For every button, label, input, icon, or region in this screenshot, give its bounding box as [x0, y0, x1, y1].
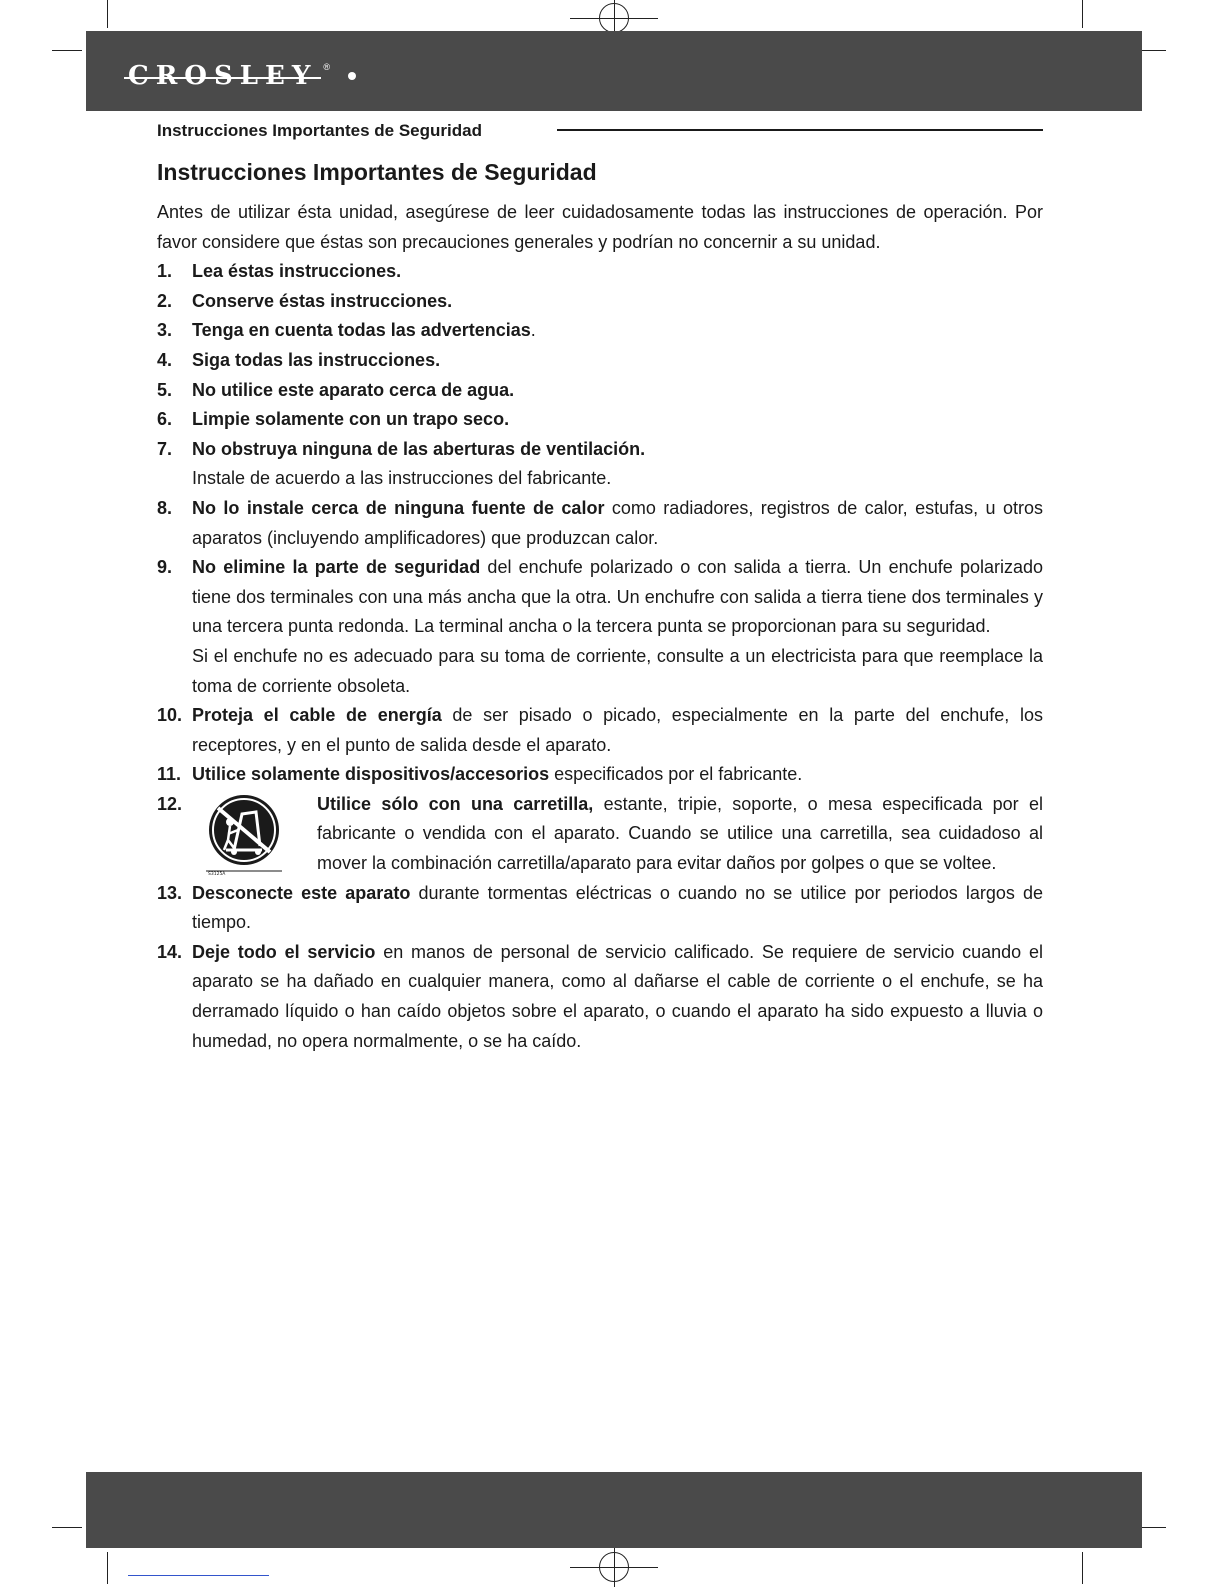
list-item-10: 10. Proteja el cable de energía de ser pisado o picado, especialmente en la parte del enchufe, los receptores, y en el punto de salida desde el aparato.: [157, 705, 1043, 755]
crop-mark-top-left-v: [107, 0, 108, 28]
logo-dot-icon: [348, 72, 356, 80]
page-title: Instrucciones Importantes de Seguridad: [157, 159, 597, 185]
list-item-11: 11. Utilice solamente dispositivos/accesorios especificados por el fabricante.: [157, 764, 803, 785]
registration-mark-bottom: [599, 1552, 629, 1582]
main-content: [157, 156, 1043, 1056]
list-item-12: 12. S3125A Utilice sólo con una carretilla, estante, tripie, soporte, o mesa especificada por el fabricante o vendida con el aparato. Cuando se utilice una carretilla, sea cuidadoso al mover la combinación carretilla/aparato para evitar daños por golpes o que se voltee.: [157, 790, 1043, 879]
crop-mark-bottom-left-v: [107, 1552, 108, 1584]
list-item-2: 2. Conserve éstas instrucciones.: [157, 290, 453, 311]
list-item-1: 1. Lea éstas instrucciones.: [157, 261, 402, 282]
list-item-9: 9. No elimine la parte de seguridad del enchufe polarizado o con salida a tierra. Un enchufe polarizado tiene dos terminales con una más ancha que la otra. Un enchufre con salida a tierra tiene dos terminales y una tercera punta redonda. La terminal ancha o la tercera punta se proporcionan para su seguridad. Si el enchufe no es adecuado para su toma de corriente, consulte a un electricista para que reemplace la toma de corriente obsoleta.: [157, 557, 1043, 696]
running-head: Instrucciones Importantes de Seguridad: [157, 121, 482, 140]
crop-mark-bottom-right-v: [1082, 1552, 1083, 1584]
list-item-6: 6. Limpie solamente con un trapo seco.: [157, 409, 510, 430]
list-item-7: 7. No obstruya ninguna de las aberturas de ventilación. Instale de acuerdo a las instrucciones del fabricante.: [157, 438, 646, 489]
registered-mark: ®: [323, 62, 331, 72]
footer-underline: [128, 1575, 269, 1576]
registration-mark-top: [599, 3, 629, 33]
list-item-13: 13. Desconecte este aparato durante tormentas eléctricas o cuando no se utilice por periodos largos de tiempo.: [157, 882, 1043, 933]
crop-mark-left-h: [52, 50, 82, 51]
list-item-12-text: Utilice sólo con una carretilla, estante, tripie, soporte, o mesa especificada por el fabricante o vendida con el aparato. Cuando se utilice una carretilla, sea cuidadoso al mover la combinación carretilla/aparato para evitar daños por golpes o que se voltee.: [317, 793, 1043, 874]
crop-mark-top-right-v: [1082, 0, 1083, 28]
list-item-4: 4. Siga todas las instrucciones.: [157, 349, 441, 370]
cart-warning-icon: [204, 792, 284, 876]
safety-list: [157, 257, 1043, 1056]
list-item-9-extra: Si el enchufe no es adecuado para su toma de corriente, consulte a un electricista para que reemplace la toma de corriente obsoleta.: [192, 645, 1043, 696]
list-item-8: 8. No lo instale cerca de ninguna fuente de calor como radiadores, registros de calor, estufas, u otros aparatos (incluyendo amplificadores) que produzcan calor.: [157, 497, 1044, 548]
list-item-14: 14. Deje todo el servicio en manos de personal de servicio calificado. Se requiere de servicio cuando el aparato se ha dañado en cualquier manera, como al dañarse el cable de corriente o el enchufe, se ha derramado líquido o han caído objetos sobre el aparato, o cuando el aparato ha sido expuesto a lluvia o humedad, no opera normalmente, o se ha caído.: [157, 941, 1043, 1051]
crosley-logo: [128, 56, 356, 96]
running-head-rule: [557, 129, 1043, 131]
brand-wordmark: CROSLEY: [128, 56, 317, 96]
footer-bar: [86, 1472, 1142, 1548]
intro-paragraph: Antes de utilizar ésta unidad, asegúrese de leer cuidadosamente todas las instrucciones de operación. Por favor considere que éstas son precauciones generales y podrían no concernir a su unidad.: [157, 202, 1043, 252]
cart-icon-caption: S3125A: [208, 871, 226, 876]
crop-mark-bottom-left-h: [52, 1527, 82, 1528]
list-item-7-extra: Instale de acuerdo a las instrucciones del fabricante.: [192, 468, 612, 489]
list-item-3: 3. Tenga en cuenta todas las advertencias.: [157, 320, 536, 341]
list-item-5: 5. No utilice este aparato cerca de agua.: [157, 379, 515, 400]
